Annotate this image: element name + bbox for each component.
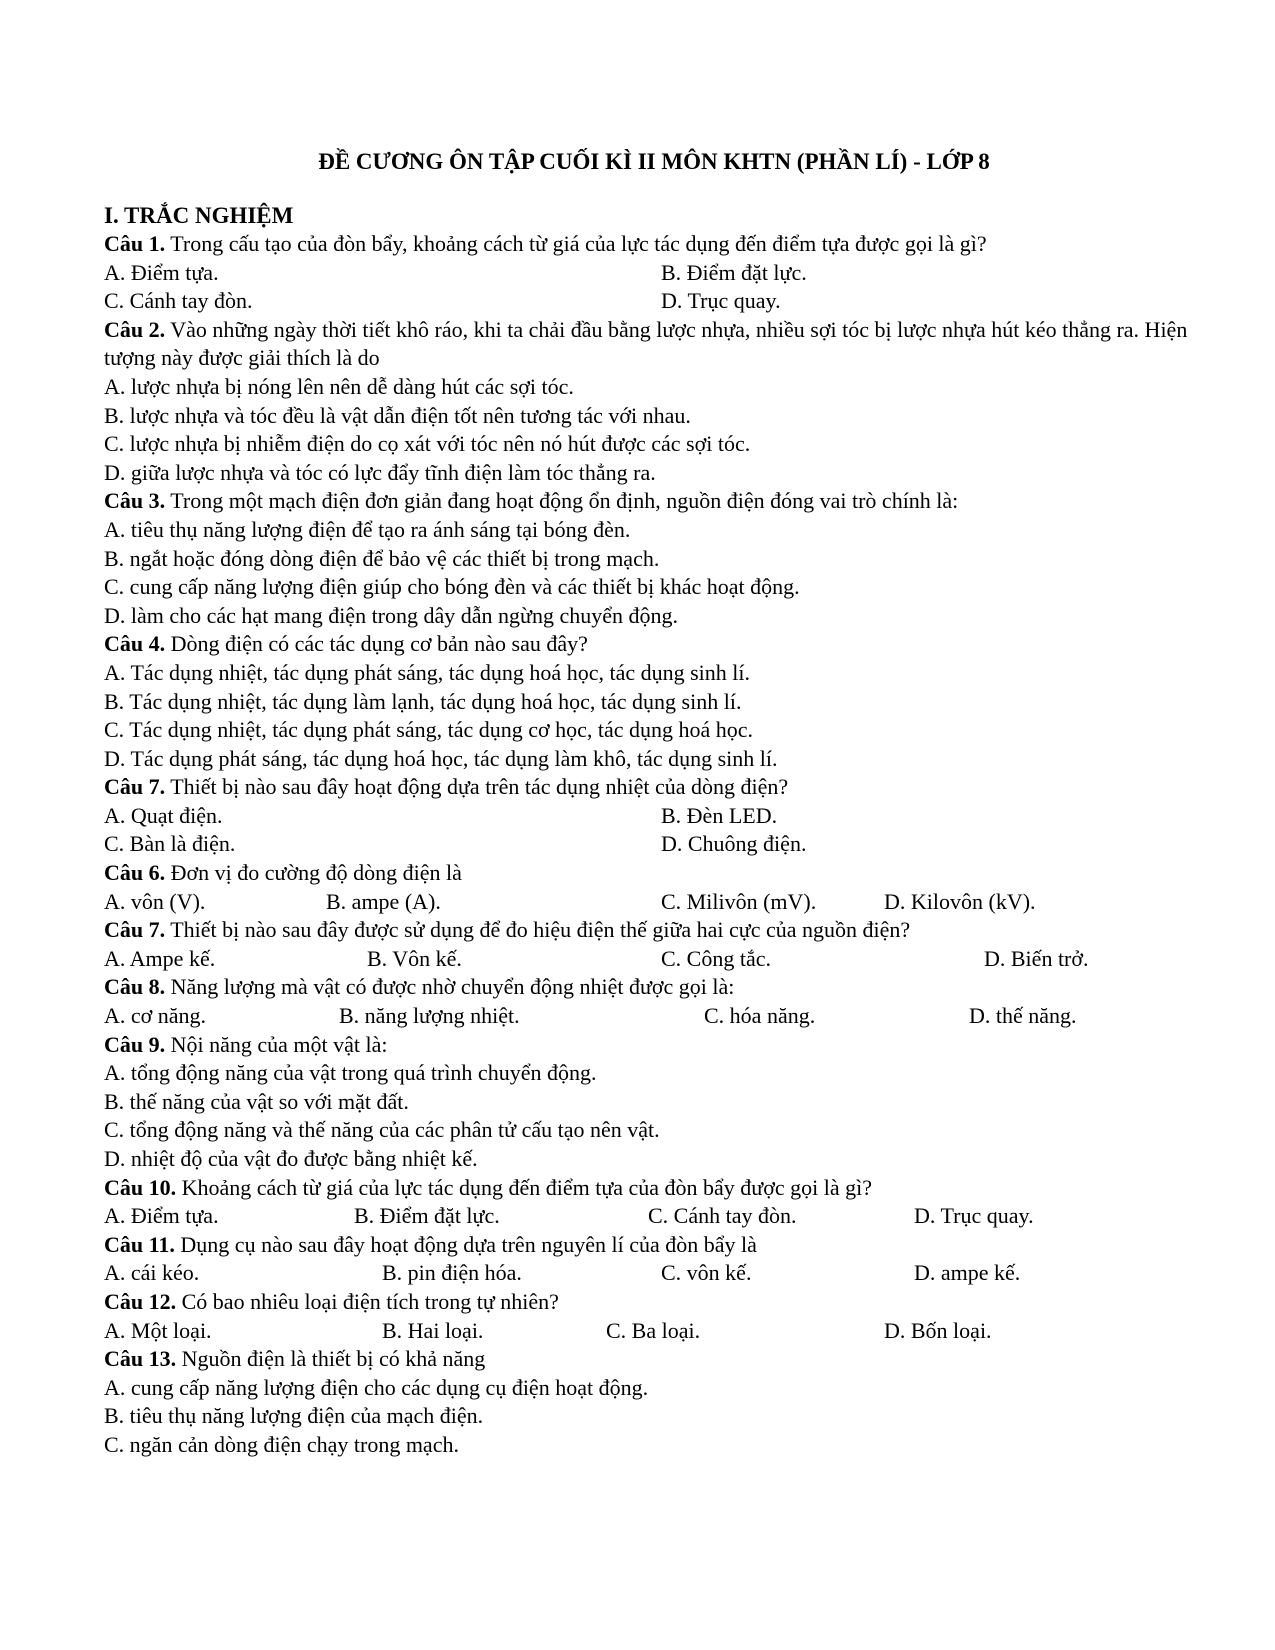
option-d: D. Bốn loại. [884, 1317, 992, 1343]
option-d: D. nhiệt độ của vật đo được bằng nhiệt kế. [104, 1146, 478, 1171]
option-c: C. Ba loại. [606, 1317, 701, 1343]
option-a: A. Điểm tựa. [104, 259, 219, 285]
question-number: Câu 8. [104, 974, 166, 1000]
question-text: Thiết bị nào sau đây hoạt động dựa trên tác dụng nhiệt của dòng điện? [170, 774, 789, 800]
option-c: C. Cánh tay đòn. [104, 288, 253, 314]
option-d: D. Biến trở. [984, 945, 1089, 971]
option-a: A. cái kéo. [104, 1260, 200, 1286]
question-text: Nội năng của một vật là: [170, 1031, 388, 1057]
question-11 [104, 1231, 1204, 1260]
option-b: B. năng lượng nhiệt. [339, 1003, 520, 1029]
question-number: Câu 3. [104, 488, 166, 514]
question-9 [104, 1031, 1204, 1060]
option-a: A. vôn (V). [104, 888, 206, 914]
question-13 [104, 1345, 1204, 1374]
question-number: Câu 1. [104, 231, 166, 256]
question-number: Câu 13. [104, 1346, 177, 1372]
question-text: Khoảng cách từ giá của lực tác dụng đến điểm tựa của đòn bẩy được gọi là gì? [181, 1174, 872, 1200]
option-b: B. lược nhựa và tóc đều là vật dẫn điện tốt nên tương tác với nhau. [104, 402, 691, 428]
option-d: D. Kilovôn (kV). [884, 888, 1036, 914]
option-a: A. Ampe kế. [104, 945, 216, 971]
option-a: A. Tác dụng nhiệt, tác dụng phát sáng, tác dụng hoá học, tác dụng sinh lí. [104, 659, 751, 685]
option-a: A. cơ năng. [104, 1003, 207, 1029]
question-number: Câu 11. [104, 1231, 175, 1257]
option-c: C. Milivôn (mV). [661, 888, 817, 914]
question-7 [104, 916, 1204, 945]
option-d: D. Trục quay. [914, 1203, 1034, 1229]
question-number: Câu 4. [104, 631, 166, 657]
option-c: C. Cánh tay đòn. [648, 1203, 797, 1229]
option-b: B. ampe (A). [326, 888, 441, 914]
options-row [104, 802, 1204, 831]
question-text: Trong cấu tạo của đòn bẩy, khoảng cách từ giá của lực tác dụng đến điểm tựa được gọi là gì? [170, 231, 987, 256]
options-row [104, 830, 1204, 859]
question-5 [104, 773, 1204, 802]
option-d: D. thế năng. [969, 1003, 1077, 1029]
option-b: B. thế năng của vật so với mặt đất. [104, 1088, 409, 1114]
question-text: Dòng điện có các tác dụng cơ bản nào sau đây? [170, 631, 588, 657]
option-a: A. Một loại. [104, 1317, 212, 1343]
option-b: B. ngắt hoặc đóng dòng điện để bảo vệ các thiết bị trong mạch. [104, 545, 660, 571]
options-row [104, 1002, 1204, 1031]
options-row [104, 888, 1204, 917]
option-a: A. tiêu thụ năng lượng điện để tạo ra ánh sáng tại bóng đèn. [104, 516, 631, 542]
question-3 [104, 487, 1204, 516]
options-row [104, 1259, 1204, 1288]
option-c: C. Bàn là điện. [104, 831, 236, 857]
option-b: B. Vôn kế. [367, 945, 462, 971]
question-text: Nguồn điện là thiết bị có khả năng [181, 1346, 486, 1372]
question-number: Câu 12. [104, 1288, 177, 1314]
question-text: Thiết bị nào sau đây được sử dụng để đo hiệu điện thế giữa hai cực của nguồn điện? [170, 917, 911, 943]
option-d: D. Trục quay. [661, 288, 781, 314]
question-number: Câu 6. [104, 860, 166, 886]
option-d: D. Chuông điện. [661, 831, 807, 857]
option-d: D. làm cho các hạt mang điện trong dây dẫn ngừng chuyển động. [104, 602, 678, 628]
option-c: C. lược nhựa bị nhiễm điện do cọ xát với tóc nên nó hút được các sợi tóc. [104, 431, 751, 457]
option-b: B. Điểm đặt lực. [661, 259, 807, 285]
question-1 [104, 230, 1204, 259]
section-heading: I. TRẮC NGHIỆM [104, 203, 294, 228]
option-a: A. lược nhựa bị nóng lên nên dễ dàng hút các sợi tóc. [104, 373, 574, 399]
question-text: Trong một mạch điện đơn giản đang hoạt động ổn định, nguồn điện đóng vai trò chính là: [170, 488, 959, 514]
option-b: B. pin điện hóa. [382, 1260, 522, 1286]
option-c: C. hóa năng. [704, 1003, 816, 1029]
option-d: D. ampe kế. [914, 1260, 1021, 1286]
question-number: Câu 7. [104, 774, 166, 800]
question-12 [104, 1288, 1204, 1317]
option-a: A. cung cấp năng lượng điện cho các dụng cụ điện hoạt động. [104, 1374, 649, 1400]
option-b: B. Tác dụng nhiệt, tác dụng làm lạnh, tác dụng hoá học, tác dụng sinh lí. [104, 688, 742, 714]
options-row [104, 1202, 1204, 1231]
document-page [104, 148, 1204, 1460]
option-a: A. Quạt điện. [104, 802, 223, 828]
question-2 [104, 316, 1204, 373]
question-6 [104, 859, 1204, 888]
question-4 [104, 630, 1204, 659]
question-number: Câu 7. [104, 917, 166, 943]
option-d: D. Tác dụng phát sáng, tác dụng hoá học, tác dụng làm khô, tác dụng sinh lí. [104, 745, 778, 771]
question-text: Vào những ngày thời tiết khô ráo, khi ta chải đầu bằng lược nhựa, nhiều sợi tóc bị lược nhựa hút kéo thẳng ra. Hiện tượng này được giải thích là do [104, 316, 1188, 371]
question-text: Năng lượng mà vật có được nhờ chuyển động nhiệt được gọi là: [170, 974, 735, 1000]
question-10 [104, 1174, 1204, 1203]
option-c: C. Công tắc. [661, 945, 771, 971]
option-c: C. Tác dụng nhiệt, tác dụng phát sáng, tác dụng cơ học, tác dụng hoá học. [104, 717, 754, 743]
question-8 [104, 973, 1204, 1002]
options-row [104, 259, 1204, 288]
document-title: ĐỀ CƯƠNG ÔN TẬP CUỐI KÌ II MÔN KHTN (PHẦN LÍ) - LỚP 8 [318, 149, 990, 174]
option-c: C. tổng động năng và thế năng của các phân tử cấu tạo nên vật. [104, 1117, 660, 1143]
option-b: B. Đèn LED. [661, 802, 778, 828]
option-b: B. Điểm đặt lực. [354, 1203, 500, 1229]
option-c: C. cung cấp năng lượng điện giúp cho bóng đèn và các thiết bị khác hoạt động. [104, 574, 800, 600]
option-a: A. tổng động năng của vật trong quá trình chuyển động. [104, 1060, 597, 1086]
question-text: Dụng cụ nào sau đây hoạt động dựa trên nguyên lí của đòn bẩy là [180, 1231, 757, 1257]
question-number: Câu 2. [104, 316, 166, 342]
option-c: C. ngăn cản dòng điện chạy trong mạch. [104, 1431, 459, 1457]
question-number: Câu 9. [104, 1031, 166, 1057]
options-row [104, 287, 1204, 316]
option-b: B. tiêu thụ năng lượng điện của mạch điện. [104, 1403, 484, 1429]
question-text: Đơn vị đo cường độ dòng điện là [170, 860, 462, 886]
option-b: B. Hai loại. [382, 1317, 484, 1343]
question-number: Câu 10. [104, 1174, 177, 1200]
option-a: A. Điểm tựa. [104, 1203, 219, 1229]
options-row [104, 945, 1204, 974]
options-row [104, 1317, 1204, 1346]
question-text: Có bao nhiêu loại điện tích trong tự nhiên? [181, 1288, 559, 1314]
option-d: D. giữa lược nhựa và tóc có lực đẩy tĩnh điện làm tóc thẳng ra. [104, 459, 656, 485]
option-c: C. vôn kế. [661, 1260, 752, 1286]
